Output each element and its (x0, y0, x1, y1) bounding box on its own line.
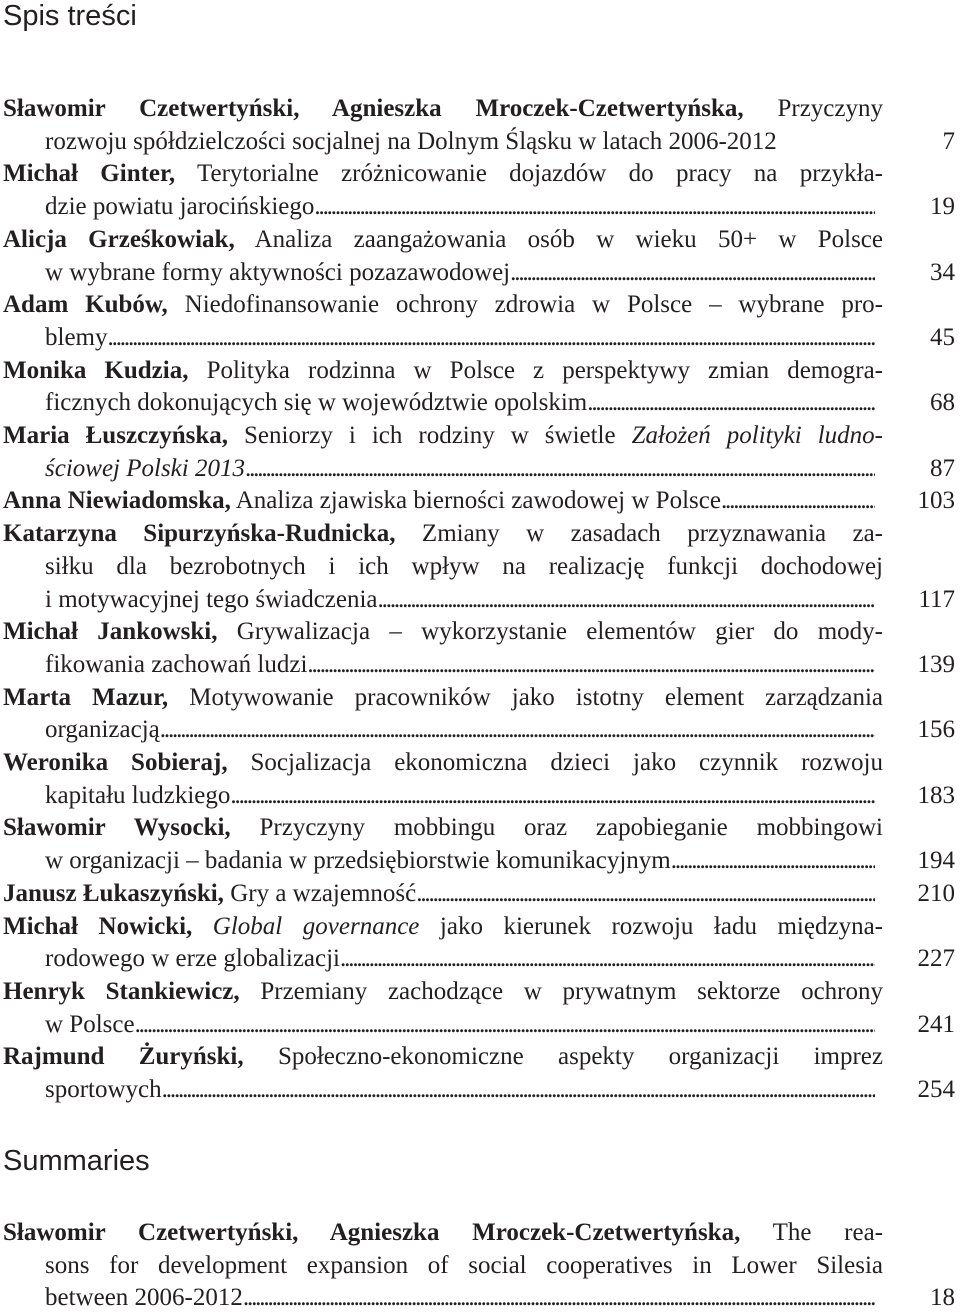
entry-page-number: 103 (917, 487, 955, 515)
dot-leader (135, 1009, 875, 1042)
entry-page-number: 194 (917, 847, 955, 875)
dot-leader (721, 485, 875, 518)
entry-author: Monika Kudzia, (3, 356, 189, 384)
entry-title-cont: siłku dla bezrobotnych i ich wpływ na realizację funkcji dochodowej (45, 552, 883, 580)
dot-leader (230, 780, 875, 813)
entry-title-cont: rodowego w erze globalizacji (45, 945, 341, 973)
toc-entry[interactable] (3, 1217, 955, 1315)
entry-page-number: 241 (917, 1010, 955, 1038)
entry-author: Michał Ginter, (3, 160, 176, 188)
toc-heading: Spis treści (3, 0, 137, 32)
entry-author: Katarzyna Sipurzyńska-Rudnicka, (3, 520, 396, 548)
toc-entry[interactable] (3, 158, 955, 223)
entry-page-number: 227 (917, 945, 955, 973)
entry-title: Analiza zjawiska bierności zawodowej w Polsce (230, 487, 721, 515)
dot-leader (243, 1282, 875, 1315)
entry-title: Niedofinansowanie ochrony zdrowia w Polsce – wybrane pro- (167, 291, 883, 319)
entry-page-number: 19 (930, 193, 955, 221)
toc-entry[interactable] (3, 1041, 955, 1106)
entry-author: Henryk Stankiewicz, (3, 977, 240, 1005)
toc-entry[interactable] (3, 289, 955, 354)
entry-page-number: 139 (917, 650, 955, 678)
entry-title: Polityka rodzinna w Polsce z perspektywy zmian demogra- (188, 356, 883, 384)
entry-title: Przemiany zachodzące w prywatnym sektorze ochrony (239, 977, 883, 1005)
entry-title-cont: dzie powiatu jarocińskiego (45, 193, 315, 221)
entry-page-number: 254 (917, 1076, 955, 1104)
entry-title-cont: sons for development expansion of social cooperatives in Lower Silesia (45, 1251, 883, 1279)
entry-title: jako kierunek rozwoju ładu międzyna- (419, 912, 883, 940)
dot-leader (416, 878, 875, 911)
entry-author: Anna Niewiadomska, (3, 487, 231, 515)
entry-title-cont: blemy (45, 323, 108, 351)
toc-entry[interactable] (3, 911, 955, 976)
toc-entry[interactable] (3, 878, 955, 911)
entry-title: Analiza zaangażowania osób w wieku 50+ w Polsce (234, 225, 883, 253)
entry-title-italic: Global governance (212, 912, 420, 940)
toc-entry[interactable] (3, 518, 955, 616)
dot-leader (307, 649, 875, 682)
entry-title-cont: ficznych dokonujących się w województwie opolskim (45, 389, 588, 417)
entry-title: Społeczno-ekonomiczne aspekty organizacji imprez (243, 1043, 883, 1071)
dot-leader (340, 943, 875, 976)
toc-entry[interactable] (3, 682, 955, 747)
entry-author: Marta Mazur, (3, 683, 169, 711)
entry-author: Weronika Sobieraj, (3, 749, 228, 777)
entry-title-cont: kapitału ludzkiego (45, 781, 231, 809)
entry-author: Sławomir Wysocki, (3, 814, 231, 842)
dot-leader (587, 387, 875, 420)
toc-entry[interactable] (3, 812, 955, 877)
entry-title-italic: Założeń polityki ludno- (631, 422, 884, 450)
entry-author: Sławomir Czetwertyński, Agnieszka Mroczek-Czetwertyńska, (3, 1219, 741, 1246)
entry-author: Rajmund Żuryński, (3, 1043, 244, 1071)
entry-page-number: 45 (930, 323, 955, 351)
toc-entry[interactable] (3, 93, 955, 158)
toc-entry[interactable] (3, 976, 955, 1041)
entry-page-number: 210 (917, 879, 955, 907)
dot-leader (671, 845, 875, 878)
entry-page-number: 117 (918, 585, 955, 613)
entry-author: Alicja Grześkowiak, (3, 225, 235, 253)
entry-title: Terytorialne zróżnicowanie dojazdów do pracy na przykła- (175, 160, 883, 188)
entry-author: Sławomir Czetwertyński, Agnieszka Mroczek-Czetwertyńska, (3, 95, 744, 122)
entry-page-number: 87 (930, 454, 955, 482)
entry-author: Michał Jankowski, (3, 618, 218, 646)
dot-leader (510, 257, 875, 290)
toc-list (3, 93, 955, 1107)
dot-leader (314, 191, 875, 224)
entry-title-cont: between 2006-2012 (45, 1284, 243, 1312)
entry-title-cont: rozwoju spółdzielczości socjalnej na Dolnym Śląsku w latach 2006-2012 (45, 127, 777, 155)
entry-page-number: 18 (930, 1284, 955, 1312)
entry-title-cont: i motywacyjnej tego świadczenia (45, 585, 378, 613)
entry-title: Przyczyny mobbingu oraz zapobieganie mobbingowi (230, 814, 883, 842)
toc-entry[interactable] (3, 355, 955, 420)
entry-title-cont: w organizacji – badania w przedsiębiorstwie komunikacyjnym (45, 847, 671, 875)
toc-entry[interactable] (3, 224, 955, 289)
entry-title: Przyczyny (743, 95, 883, 122)
dot-leader (245, 453, 875, 486)
summaries-heading: Summaries (3, 1145, 150, 1177)
dot-leader (108, 322, 876, 355)
entry-author: Adam Kubów, (3, 291, 168, 319)
entry-title-cont: fikowania zachowań ludzi (45, 650, 308, 678)
entry-page-number: 7 (942, 127, 955, 155)
entry-page-number: 156 (917, 716, 955, 744)
entry-title: Motywowanie pracowników jako istotny element zarządzania (168, 683, 883, 711)
entry-title: Gry a wzajemność (223, 879, 417, 907)
entry-title: The rea- (740, 1219, 884, 1246)
entry-title: Seniorzy i ich rodziny w świetle (228, 422, 632, 450)
entry-title: Zmiany w zasadach przyznawania za- (395, 520, 883, 548)
entry-title-cont: sportowych (45, 1076, 162, 1104)
entry-page-number: 68 (930, 389, 955, 417)
toc-entry[interactable] (3, 420, 955, 485)
entry-title: Socjalizacja ekonomiczna dzieci jako czynnik rozwoju (227, 749, 883, 777)
entry-title-cont: w Polsce (45, 1010, 135, 1038)
entry-page-number: 34 (930, 258, 955, 286)
entry-title-cont: ściowej Polski 2013 (45, 454, 245, 482)
toc-entry[interactable] (3, 747, 955, 812)
entry-title-cont: w wybrane formy aktywności pozazawodowej (45, 258, 511, 286)
dot-leader (162, 1074, 875, 1107)
entry-author: Michał Nowicki, (3, 912, 193, 940)
toc-entry[interactable] (3, 616, 955, 681)
entry-page-number: 183 (917, 781, 955, 809)
entry-title-cont: organizacją (45, 716, 160, 744)
entry-author: Janusz Łukaszyński, (3, 879, 224, 907)
summaries-list (3, 1217, 955, 1315)
entry-author: Maria Łuszczyńska, (3, 422, 229, 450)
dot-leader (160, 714, 875, 747)
toc-entry[interactable] (3, 485, 955, 518)
dot-leader (378, 584, 875, 617)
entry-title: Grywalizacja – wykorzystanie elementów gier do mody- (217, 618, 884, 646)
